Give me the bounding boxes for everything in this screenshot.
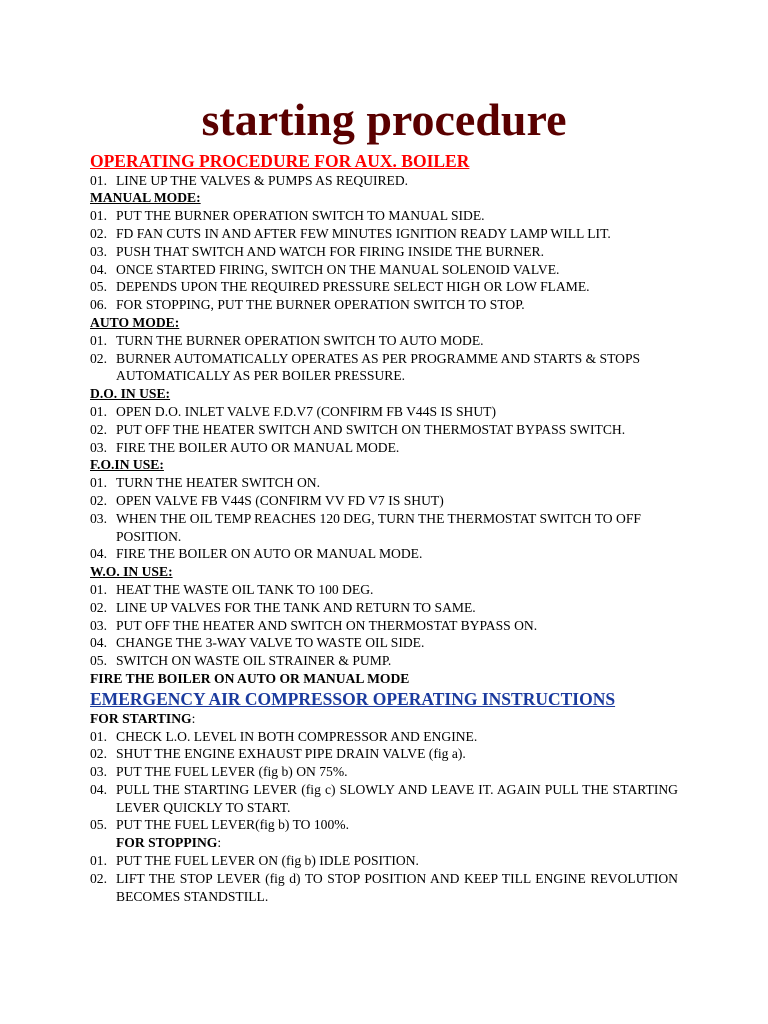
wo-in-use-list — [90, 581, 678, 670]
list-item: 02. OPEN VALVE FB V44S (CONFIRM VV FD V7 IS SHUT) — [90, 492, 444, 508]
list-item: 05. SWITCH ON WASTE OIL STRAINER & PUMP. — [90, 653, 392, 669]
for-starting-label: FOR STARTING: — [90, 710, 196, 726]
list-item: 01. PUT THE FUEL LEVER ON (fig b) IDLE POSITION. — [90, 853, 419, 869]
list-item: 04. PULL THE STARTING LEVER (fig c) SLOWLY AND LEAVE IT. AGAIN PULL THE STARTING LEVER QUICKLY TO START. — [90, 781, 678, 815]
fo-in-use-label: F.O.IN USE: — [90, 457, 164, 473]
page-title: starting procedure — [201, 94, 567, 145]
starting-list — [90, 728, 678, 835]
do-in-use-label: D.O. IN USE: — [90, 386, 171, 402]
boiler-closing-note: FIRE THE BOILER ON AUTO OR MANUAL MODE — [90, 670, 410, 686]
compressor-section-heading: EMERGENCY AIR COMPRESSOR OPERATING INSTRUCTIONS — [90, 688, 616, 709]
list-item: 02. LINE UP VALVES FOR THE TANK AND RETURN TO SAME. — [90, 599, 476, 615]
list-item: 03. FIRE THE BOILER AUTO OR MANUAL MODE. — [90, 439, 400, 455]
list-item: 01. LINE UP THE VALVES & PUMPS AS REQUIRED. — [90, 172, 409, 188]
fo-in-use-list — [90, 474, 678, 563]
list-item: 03. WHEN THE OIL TEMP REACHES 120 DEG, TURN THE THERMOSTAT SWITCH TO OFF POSITION. — [90, 510, 641, 544]
list-item: 03. PUT THE FUEL LEVER (fig b) ON 75%. — [90, 764, 348, 780]
list-item: 06. FOR STOPPING, PUT THE BURNER OPERATION SWITCH TO STOP. — [90, 297, 525, 313]
stopping-list — [90, 852, 678, 905]
list-item: 02. FD FAN CUTS IN AND AFTER FEW MINUTES IGNITION READY LAMP WILL LIT. — [90, 225, 611, 241]
list-item: 03. PUT OFF THE HEATER AND SWITCH ON THERMOSTAT BYPASS ON. — [90, 617, 538, 633]
list-item: 01. OPEN D.O. INLET VALVE F.D.V7 (CONFIRM FB V44S IS SHUT) — [90, 403, 496, 419]
list-item: 01. HEAT THE WASTE OIL TANK TO 100 DEG. — [90, 581, 374, 597]
document-page — [90, 95, 678, 905]
list-item: 05. DEPENDS UPON THE REQUIRED PRESSURE SELECT HIGH OR LOW FLAME. — [90, 279, 590, 295]
do-in-use-list — [90, 403, 678, 456]
list-item: 05. PUT THE FUEL LEVER(fig b) TO 100%. — [90, 817, 349, 833]
list-item: 01. CHECK L.O. LEVEL IN BOTH COMPRESSOR AND ENGINE. — [90, 728, 478, 744]
for-stopping-label: FOR STOPPING: — [116, 835, 222, 851]
list-item: 04. ONCE STARTED FIRING, SWITCH ON THE MANUAL SOLENOID VALVE. — [90, 261, 560, 277]
list-item: 01. TURN THE BURNER OPERATION SWITCH TO AUTO MODE. — [90, 332, 484, 348]
manual-mode-label: MANUAL MODE: — [90, 190, 201, 206]
auto-mode-label: AUTO MODE: — [90, 314, 180, 330]
list-item: 01. PUT THE BURNER OPERATION SWITCH TO MANUAL SIDE. — [90, 208, 485, 224]
wo-in-use-label: W.O. IN USE: — [90, 564, 173, 580]
boiler-section-heading: OPERATING PROCEDURE FOR AUX. BOILER — [90, 150, 470, 171]
list-item: 03. PUSH THAT SWITCH AND WATCH FOR FIRING INSIDE THE BURNER. — [90, 243, 544, 259]
list-item: 04. FIRE THE BOILER ON AUTO OR MANUAL MODE. — [90, 546, 423, 562]
auto-mode-list — [90, 332, 678, 385]
list-item: 02. BURNER AUTOMATICALLY OPERATES AS PER PROGRAMME AND STARTS & STOPS AUTOMATICALLY AS PER BOILER PRESSURE. — [90, 350, 641, 384]
list-item: 02. LIFT THE STOP LEVER (fig d) TO STOP POSITION AND KEEP TILL ENGINE REVOLUTION BECOMES STANDSTILL. — [90, 870, 678, 904]
manual-mode-list — [90, 207, 678, 314]
list-item: 01. TURN THE HEATER SWITCH ON. — [90, 475, 321, 491]
list-item: 02. PUT OFF THE HEATER SWITCH AND SWITCH ON THERMOSTAT BYPASS SWITCH. — [90, 421, 626, 437]
list-item: 02. SHUT THE ENGINE EXHAUST PIPE DRAIN VALVE (fig a). — [90, 746, 466, 762]
list-item: 04. CHANGE THE 3-WAY VALVE TO WASTE OIL SIDE. — [90, 635, 425, 651]
